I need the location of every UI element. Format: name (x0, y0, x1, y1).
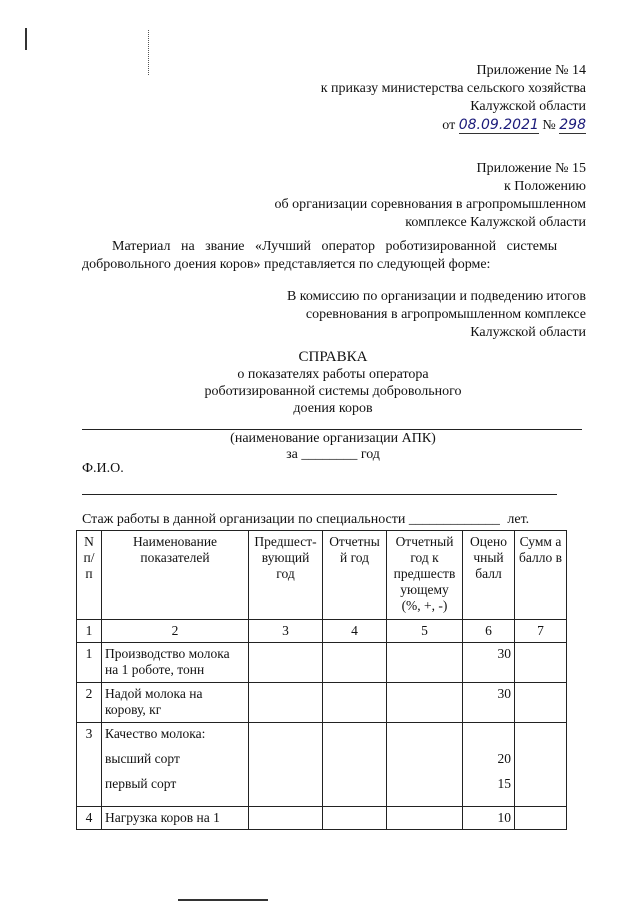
appendix14-block (166, 62, 586, 135)
appendix15-line3: об организации соревнования в агропромышленном (274, 197, 586, 212)
intro-line1: Материал на звание «Лучший оператор роботизированной системы (112, 239, 558, 254)
row-ratio (387, 643, 463, 683)
appendix14-line2: к приказу министерства сельского хозяйства (320, 81, 586, 96)
scan-mark-left (25, 28, 27, 50)
row-name: Производство молока на 1 роботе, тонн (102, 643, 249, 683)
col-header-score: Оцено чный балл (463, 531, 515, 620)
row-ratio (387, 807, 463, 830)
experience-suffix: лет. (507, 512, 530, 527)
indicators-table (76, 530, 567, 830)
appendix14-line1: Приложение № 14 (476, 63, 586, 78)
row-sum (515, 683, 567, 723)
col-number: 5 (387, 620, 463, 643)
row-score-cell (463, 723, 515, 807)
col-number: 3 (249, 620, 323, 643)
row-number: 2 (77, 683, 102, 723)
col-number: 7 (515, 620, 567, 643)
col-header-n: N п/п (77, 531, 102, 620)
col-header-prev-year: Предшествующий год (249, 531, 323, 620)
year-prefix: за (286, 447, 298, 462)
col-header-ratio: Отчетный год к предшеств ующему (%, +, -) (387, 531, 463, 620)
page-title: СПРАВКА (298, 349, 368, 365)
title-block (133, 349, 533, 417)
experience-text: Стаж работы в данной организации по специальности (82, 512, 406, 527)
col-header-report-year: Отчетны й год (323, 531, 387, 620)
row-name: Качество молока: (105, 726, 206, 741)
col-number: 6 (463, 620, 515, 643)
row-report-year (323, 683, 387, 723)
row-name-cell (102, 723, 249, 807)
org-name-line (82, 429, 582, 430)
row-number: 3 (77, 723, 102, 807)
experience-line (82, 512, 562, 528)
row-sum (515, 807, 567, 830)
row-number: 1 (77, 643, 102, 683)
row-ratio (387, 683, 463, 723)
handwritten-date: 08.09.2021 (458, 117, 539, 133)
row-number: 4 (77, 807, 102, 830)
row-score: 20 (497, 751, 511, 766)
title-line2: роботизированной системы добровольного (204, 384, 462, 399)
year-suffix: год (360, 447, 380, 462)
experience-blank: _____________ (408, 512, 500, 527)
col-header-name: Наименование показателей (102, 531, 249, 620)
row-prev-year (249, 807, 323, 830)
fio-line (82, 494, 557, 495)
year-blank: ________ (301, 447, 358, 462)
row-subitem: высший сорт (105, 751, 180, 766)
org-caption: (наименование организации АПК) (230, 431, 436, 446)
col-number: 1 (77, 620, 102, 643)
table-row (77, 723, 567, 807)
row-sum (515, 643, 567, 683)
intro-paragraph (82, 238, 587, 274)
row-report-year (323, 723, 387, 807)
row-name: Надой молока на корову, кг (102, 683, 249, 723)
col-number: 2 (102, 620, 249, 643)
row-subitem: первый сорт (105, 776, 177, 791)
date-prefix: от (442, 118, 456, 133)
row-score: 30 (463, 683, 515, 723)
col-number: 4 (323, 620, 387, 643)
title-line1: о показателях работы оператора (237, 367, 429, 382)
year-line (133, 447, 533, 463)
addressee-line1: В комиссию по организации и подведению итогов (286, 289, 586, 304)
row-prev-year (249, 683, 323, 723)
appendix15-line1: Приложение № 15 (476, 161, 586, 176)
spacer (466, 726, 511, 751)
row-prev-year (249, 723, 323, 807)
title-line3: доения коров (293, 401, 373, 416)
handwritten-number: 298 (559, 117, 586, 133)
row-score: 30 (463, 643, 515, 683)
addressee-line3: Калужской области (470, 325, 586, 340)
addressee-block (166, 288, 586, 342)
addressee-line2: соревнования в агропромышленном комплексе (305, 307, 586, 322)
number-label: № (542, 118, 556, 133)
row-report-year (323, 807, 387, 830)
appendix15-line4: комплексе Калужской области (405, 215, 586, 230)
scan-mark-dotted (148, 30, 149, 75)
table-column-numbers-row (77, 620, 567, 643)
appendix14-line3: Калужской области (470, 99, 586, 114)
table-row (77, 643, 567, 683)
appendix15-line2: к Положению (503, 179, 586, 194)
table-row (77, 807, 567, 830)
row-score: 10 (463, 807, 515, 830)
row-report-year (323, 643, 387, 683)
row-prev-year (249, 643, 323, 683)
fio-label: Ф.И.О. (82, 461, 124, 476)
appendix15-block (166, 160, 586, 232)
intro-line2: добровольного доения коров» представляется по следующей форме: (82, 257, 491, 272)
row-name: Нагрузка коров на 1 (102, 807, 249, 830)
row-ratio (387, 723, 463, 807)
row-sum (515, 723, 567, 807)
row-score: 15 (497, 776, 511, 791)
col-header-sum: Сумм а балло в (515, 531, 567, 620)
table-header-row (77, 531, 567, 620)
bottom-scan-line (178, 899, 268, 901)
appendix14-date-line (166, 116, 586, 135)
table-row (77, 683, 567, 723)
